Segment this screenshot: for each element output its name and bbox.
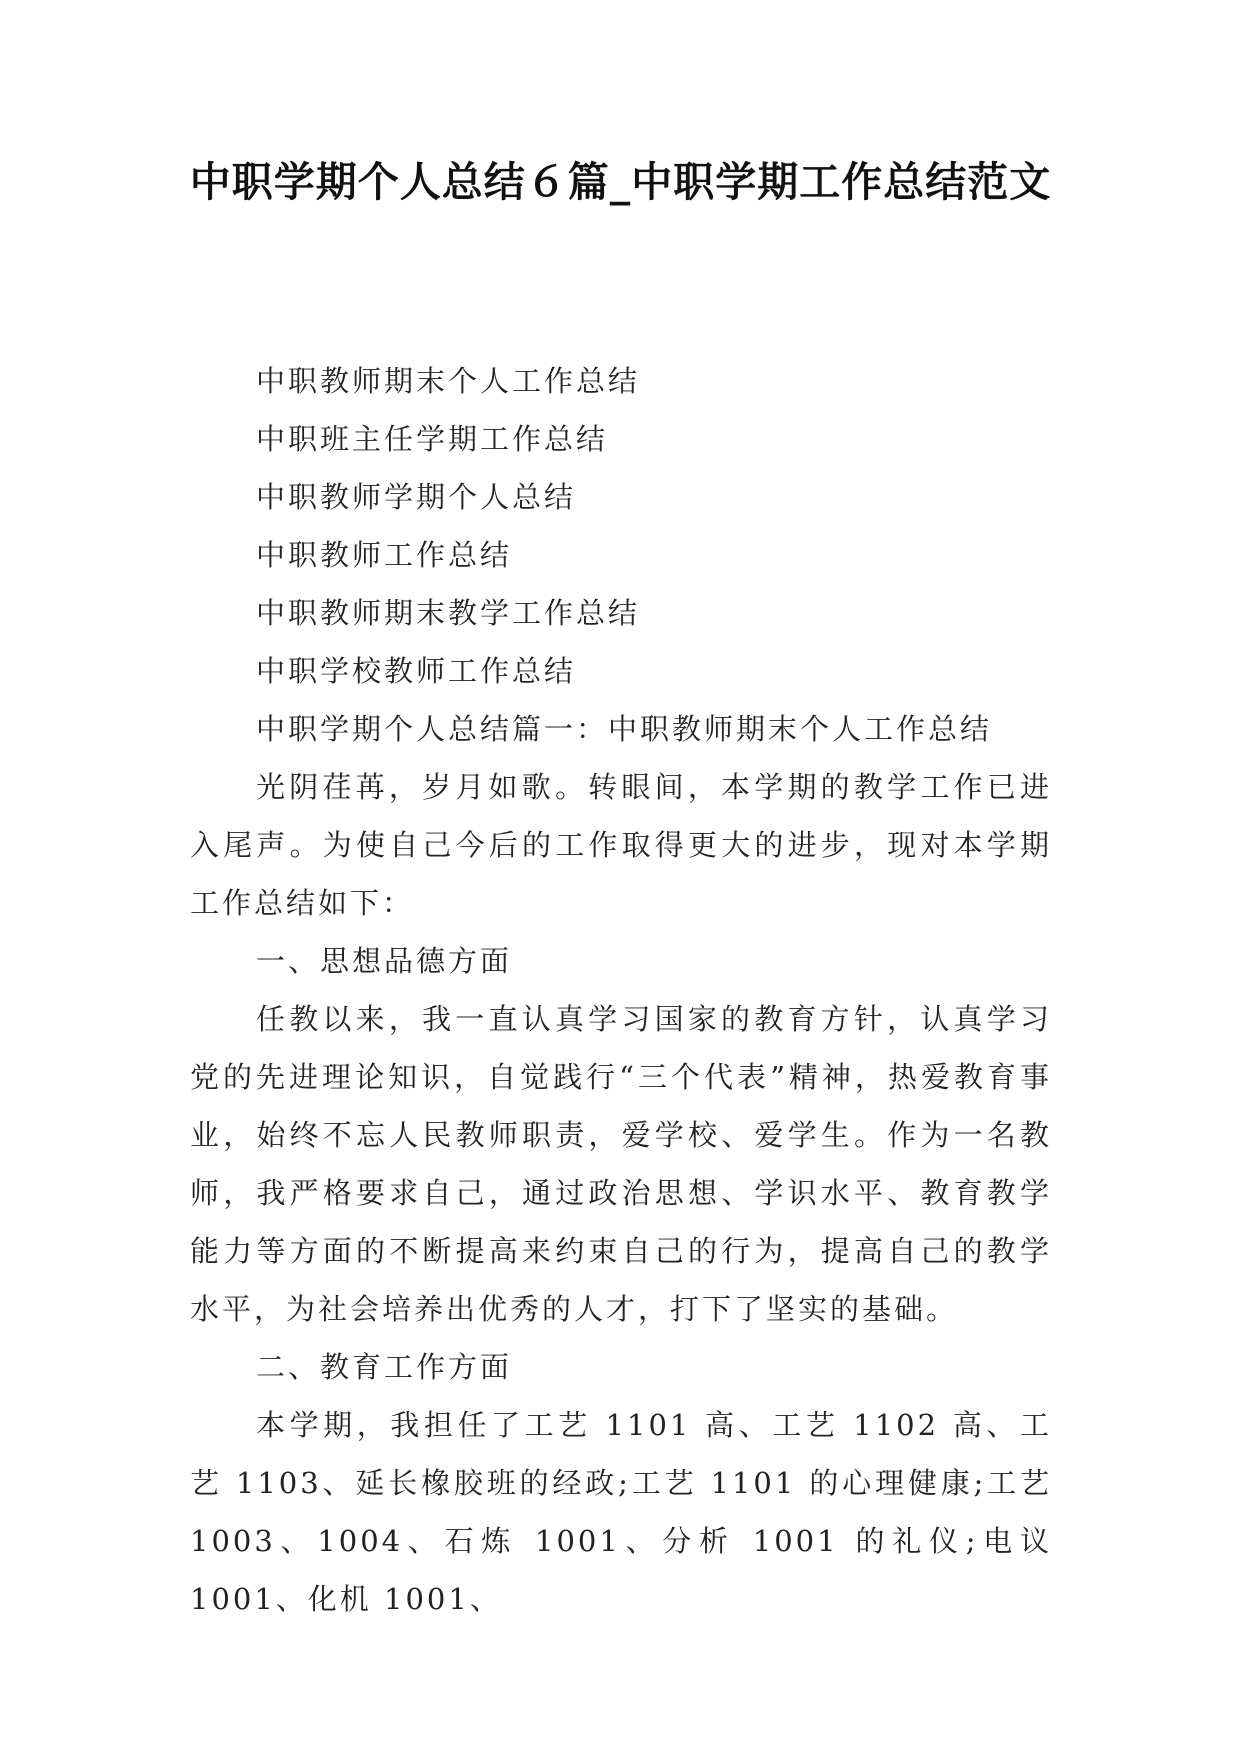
chapter-heading: 中职学期个人总结篇一：中职教师期末个人工作总结 bbox=[256, 712, 993, 746]
intro-paragraph: 光阴荏苒，岁月如歌。转眼间，本学期的教学工作已进入尾声。为使自己今后的工作取得更大的进步，现对本学期工作总结如下： bbox=[190, 770, 1052, 920]
section-heading: 一、思想品德方面 bbox=[256, 944, 513, 978]
section-paragraph: 任教以来，我一直认真学习国家的教育方针，认真学习党的先进理论知识，自觉践行“三个代表”精神，热爱教育事业，始终不忘人民教师职责，爱学校、爱学生。作为一名教师，我严格要求自己，通过政治思想、学识水平、教育教学能力等方面的不断提高来约束自己的行为，提高自己的教学水平，为社会培养出优秀的人才，打下了坚实的基础。 bbox=[190, 1002, 1052, 1326]
section-paragraph: 本学期，我担任了工艺 1101 高、工艺 1102 高、工艺 1103、延长橡胶班的经政;工艺 1101 的心理健康;工艺 1003、1004、石炼 1001、分析 1001 的礼仪;电议 1001、化机 1001、 bbox=[190, 1408, 1052, 1616]
document-title: 中职学期个人总结６篇_中职学期工作总结范文 bbox=[189, 158, 1052, 206]
section-heading: 二、教育工作方面 bbox=[256, 1350, 513, 1384]
toc-item: 中职班主任学期工作总结 bbox=[256, 422, 609, 456]
toc-item: 中职教师期末教学工作总结 bbox=[256, 596, 641, 630]
toc-item: 中职教师期末个人工作总结 bbox=[256, 364, 641, 398]
document-body bbox=[190, 352, 1052, 1628]
toc-item: 中职教师学期个人总结 bbox=[256, 480, 577, 514]
toc-item: 中职学校教师工作总结 bbox=[256, 654, 577, 688]
toc-item: 中职教师工作总结 bbox=[256, 538, 513, 572]
